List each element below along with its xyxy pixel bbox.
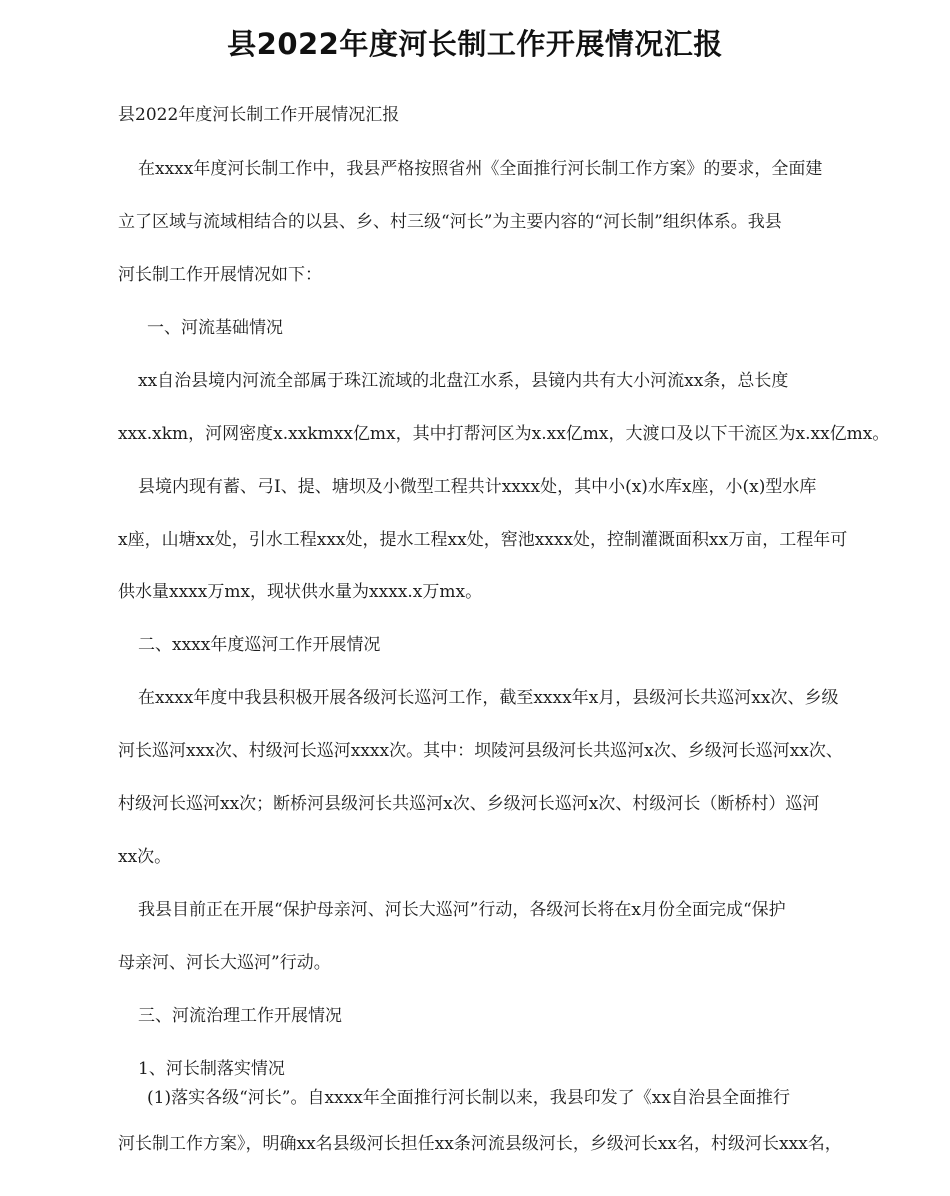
paragraph-line: 在xxxx年度中我县积极开展各级河长巡河工作，截至xxxx年x月，县级河长共巡河xx次、乡级: [138, 688, 839, 708]
paragraph-line: 供水量xxxx万mx，现状供水量为xxxx.x万mx。: [118, 582, 483, 602]
section-heading: 一、河流基础情况: [147, 318, 283, 338]
paragraph-line: 在xxxx年度河长制工作中，我县严格按照省州《全面推行河长制工作方案》的要求，全面建: [138, 159, 823, 179]
section-heading: 二、xxxx年度巡河工作开展情况: [138, 635, 381, 655]
paragraph-line: 村级河长巡河xx次；断桥河县级河长共巡河x次、乡级河长巡河x次、村级河长（断桥村）巡河: [118, 794, 820, 814]
paragraph-line: 母亲河、河长大巡河”行动。: [118, 953, 331, 973]
paragraph-line: 河长巡河xxx次、村级河长巡河xxxx次。其中：坝陵河县级河长共巡河x次、乡级河长巡河xx次、: [118, 741, 843, 761]
paragraph-line: xx自治县境内河流全部属于珠江流域的北盘江水系，县镜内共有大小河流xx条，总长度: [138, 371, 789, 391]
paragraph-line: 立了区域与流域相结合的以县、乡、村三级“河长”为主要内容的“河长制”组织体系。我县: [118, 212, 782, 232]
document-title: 县2022年度河长制工作开展情况汇报: [227, 27, 723, 61]
subtitle-line: 县2022年度河长制工作开展情况汇报: [118, 105, 400, 125]
paragraph-line: 河长制工作开展情况如下：: [118, 265, 322, 285]
paragraph-line: 县境内现有蓄、弓I、提、塘坝及小微型工程共计xxxx处，其中小(x)水库x座，小(x)型水库: [138, 477, 817, 497]
paragraph-line: x座，山塘xx处，引水工程xxx处，提水工程xx处，窖池xxxx处，控制灌溉面积xx万亩，工程年可: [118, 530, 848, 550]
paragraph-line: (1)落实各级“河长”。自xxxx年全面推行河长制以来，我县印发了《xx自治县全面推行: [147, 1088, 790, 1108]
subsection-heading: 1、河长制落实情况: [138, 1059, 285, 1079]
paragraph-line: xxx.xkm，河网密度x.xxkmxx亿mx，其中打帮河区为x.xx亿mx，大渡口及以下干流区为x.xx亿mx。: [118, 424, 890, 444]
paragraph-line: 我县目前正在开展“保护母亲河、河长大巡河”行动，各级河长将在x月份全面完成“保护: [138, 900, 786, 920]
paragraph-line: 河长制工作方案》，明确xx名县级河长担任xx条河流县级河长，乡级河长xx名，村级河长xxx名，: [118, 1134, 842, 1154]
section-heading: 三、河流治理工作开展情况: [138, 1006, 342, 1026]
paragraph-line: xx次。: [118, 847, 172, 867]
